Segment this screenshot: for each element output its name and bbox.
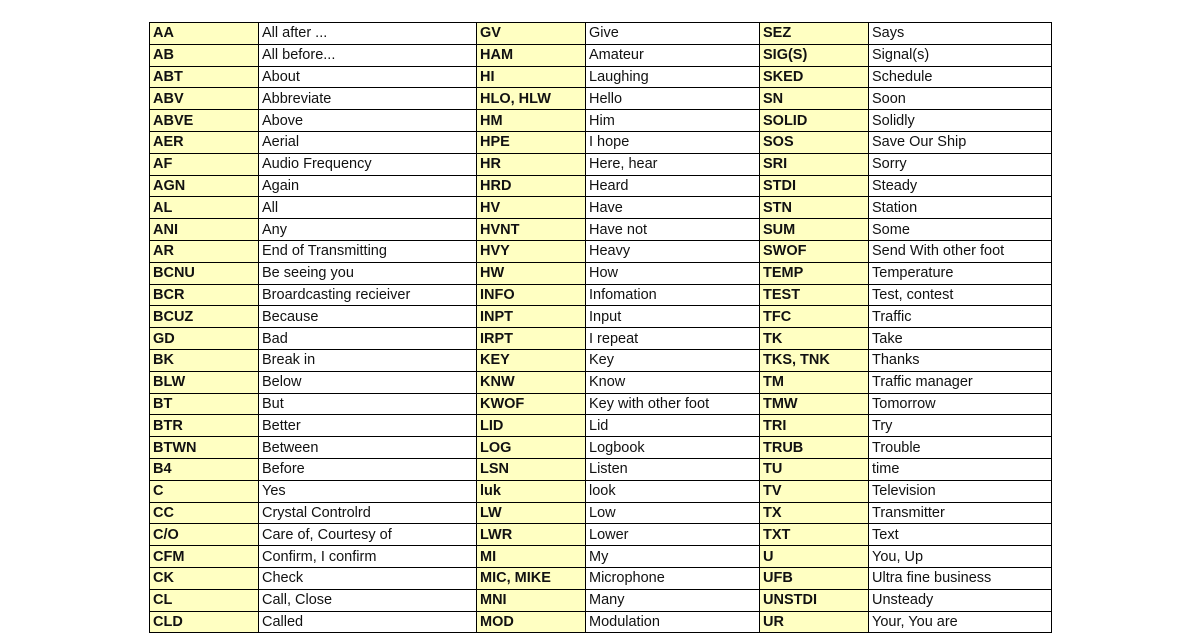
abbreviation-cell: BCNU bbox=[150, 262, 259, 284]
abbreviation-cell: AR bbox=[150, 240, 259, 262]
meaning-cell: Yes bbox=[259, 480, 477, 502]
abbreviation-cell: SEZ bbox=[760, 23, 869, 45]
meaning-cell: Hello bbox=[586, 88, 760, 110]
abbreviation-cell: C/O bbox=[150, 524, 259, 546]
abbreviation-cell: CFM bbox=[150, 546, 259, 568]
table-row bbox=[150, 240, 1052, 262]
meaning-cell: Because bbox=[259, 306, 477, 328]
abbreviation-cell: AL bbox=[150, 197, 259, 219]
abbreviation-cell: SKED bbox=[760, 66, 869, 88]
table-row bbox=[150, 44, 1052, 66]
meaning-cell: time bbox=[869, 458, 1052, 480]
abbreviation-cell: UR bbox=[760, 611, 869, 633]
table-row bbox=[150, 175, 1052, 197]
table-row bbox=[150, 110, 1052, 132]
meaning-cell: Try bbox=[869, 415, 1052, 437]
table-row bbox=[150, 88, 1052, 110]
meaning-cell: Television bbox=[869, 480, 1052, 502]
meaning-cell: Thanks bbox=[869, 349, 1052, 371]
abbreviation-cell: CK bbox=[150, 567, 259, 589]
meaning-cell: Traffic bbox=[869, 306, 1052, 328]
abbreviation-cell: HVY bbox=[477, 240, 586, 262]
abbreviation-cell: MI bbox=[477, 546, 586, 568]
abbreviation-cell: TFC bbox=[760, 306, 869, 328]
abbreviation-cell: TKS, TNK bbox=[760, 349, 869, 371]
meaning-cell: All before... bbox=[259, 44, 477, 66]
table-row bbox=[150, 197, 1052, 219]
abbreviation-cell: HV bbox=[477, 197, 586, 219]
meaning-cell: Transmitter bbox=[869, 502, 1052, 524]
abbreviation-cell: HAM bbox=[477, 44, 586, 66]
abbreviation-cell: HM bbox=[477, 110, 586, 132]
abbreviation-cell: BK bbox=[150, 349, 259, 371]
abbreviation-cell: LSN bbox=[477, 458, 586, 480]
meaning-cell: Solidly bbox=[869, 110, 1052, 132]
meaning-cell: Signal(s) bbox=[869, 44, 1052, 66]
abbreviation-cell: TM bbox=[760, 371, 869, 393]
meaning-cell: Logbook bbox=[586, 437, 760, 459]
abbreviation-cell: STN bbox=[760, 197, 869, 219]
meaning-cell: Listen bbox=[586, 458, 760, 480]
meaning-cell: Temperature bbox=[869, 262, 1052, 284]
meaning-cell: Input bbox=[586, 306, 760, 328]
table-row bbox=[150, 284, 1052, 306]
table-row bbox=[150, 306, 1052, 328]
table-row bbox=[150, 567, 1052, 589]
meaning-cell: Confirm, I confirm bbox=[259, 546, 477, 568]
meaning-cell: I hope bbox=[586, 131, 760, 153]
abbreviation-cell: AB bbox=[150, 44, 259, 66]
meaning-cell: Microphone bbox=[586, 567, 760, 589]
abbreviation-cell: SOS bbox=[760, 131, 869, 153]
abbreviation-cell: LW bbox=[477, 502, 586, 524]
meaning-cell: End of Transmitting bbox=[259, 240, 477, 262]
abbreviation-cell: ANI bbox=[150, 219, 259, 241]
meaning-cell: Amateur bbox=[586, 44, 760, 66]
abbreviation-cell: CLD bbox=[150, 611, 259, 633]
abbreviation-cell: LOG bbox=[477, 437, 586, 459]
abbreviation-cell: SOLID bbox=[760, 110, 869, 132]
meaning-cell: Take bbox=[869, 328, 1052, 350]
abbreviation-cell: LID bbox=[477, 415, 586, 437]
abbreviation-cell: TV bbox=[760, 480, 869, 502]
abbreviation-cell: HPE bbox=[477, 131, 586, 153]
abbreviation-cell: TMW bbox=[760, 393, 869, 415]
abbreviation-cell: UNSTDI bbox=[760, 589, 869, 611]
abbreviation-cell: B4 bbox=[150, 458, 259, 480]
abbreviation-cell: TK bbox=[760, 328, 869, 350]
meaning-cell: Care of, Courtesy of bbox=[259, 524, 477, 546]
meaning-cell: Any bbox=[259, 219, 477, 241]
abbreviation-cell: TX bbox=[760, 502, 869, 524]
abbreviation-cell: LWR bbox=[477, 524, 586, 546]
meaning-cell: Your, You are bbox=[869, 611, 1052, 633]
abbreviation-cell: SN bbox=[760, 88, 869, 110]
meaning-cell: Before bbox=[259, 458, 477, 480]
meaning-cell: Between bbox=[259, 437, 477, 459]
table-row bbox=[150, 153, 1052, 175]
abbreviation-cell: AA bbox=[150, 23, 259, 45]
abbreviation-cell: SRI bbox=[760, 153, 869, 175]
meaning-cell: Bad bbox=[259, 328, 477, 350]
meaning-cell: Call, Close bbox=[259, 589, 477, 611]
meaning-cell: All bbox=[259, 197, 477, 219]
meaning-cell: Lid bbox=[586, 415, 760, 437]
meaning-cell: Broardcasting recieiver bbox=[259, 284, 477, 306]
table-row bbox=[150, 219, 1052, 241]
abbreviation-cell: BCUZ bbox=[150, 306, 259, 328]
meaning-cell: Have not bbox=[586, 219, 760, 241]
meaning-cell: Low bbox=[586, 502, 760, 524]
abbreviation-cell: TRI bbox=[760, 415, 869, 437]
meaning-cell: I repeat bbox=[586, 328, 760, 350]
abbreviation-cell: SWOF bbox=[760, 240, 869, 262]
meaning-cell: Audio Frequency bbox=[259, 153, 477, 175]
abbreviation-table bbox=[149, 22, 1052, 633]
meaning-cell: Lower bbox=[586, 524, 760, 546]
meaning-cell: Check bbox=[259, 567, 477, 589]
meaning-cell: Sorry bbox=[869, 153, 1052, 175]
abbreviation-cell: SIG(S) bbox=[760, 44, 869, 66]
abbreviation-cell: luk bbox=[477, 480, 586, 502]
table-row bbox=[150, 23, 1052, 45]
abbreviation-cell: TEST bbox=[760, 284, 869, 306]
meaning-cell: Called bbox=[259, 611, 477, 633]
abbreviation-cell: TEMP bbox=[760, 262, 869, 284]
abbreviation-cell: KNW bbox=[477, 371, 586, 393]
meaning-cell: Him bbox=[586, 110, 760, 132]
table-row bbox=[150, 524, 1052, 546]
abbreviation-cell: GV bbox=[477, 23, 586, 45]
table-row bbox=[150, 349, 1052, 371]
meaning-cell: Modulation bbox=[586, 611, 760, 633]
meaning-cell: Key bbox=[586, 349, 760, 371]
meaning-cell: Schedule bbox=[869, 66, 1052, 88]
abbreviation-cell: BLW bbox=[150, 371, 259, 393]
abbreviation-cell: TU bbox=[760, 458, 869, 480]
abbreviation-cell: HI bbox=[477, 66, 586, 88]
meaning-cell: Crystal Controlrd bbox=[259, 502, 477, 524]
abbreviation-cell: ABT bbox=[150, 66, 259, 88]
abbreviation-cell: BT bbox=[150, 393, 259, 415]
table-row bbox=[150, 66, 1052, 88]
abbreviation-cell: CL bbox=[150, 589, 259, 611]
meaning-cell: Many bbox=[586, 589, 760, 611]
abbreviation-cell: CC bbox=[150, 502, 259, 524]
abbreviation-cell: HW bbox=[477, 262, 586, 284]
meaning-cell: Key with other foot bbox=[586, 393, 760, 415]
meaning-cell: Again bbox=[259, 175, 477, 197]
abbreviation-cell: SUM bbox=[760, 219, 869, 241]
abbreviation-cell: BCR bbox=[150, 284, 259, 306]
meaning-cell: My bbox=[586, 546, 760, 568]
meaning-cell: Ultra fine business bbox=[869, 567, 1052, 589]
meaning-cell: Text bbox=[869, 524, 1052, 546]
abbreviation-cell: AER bbox=[150, 131, 259, 153]
meaning-cell: All after ... bbox=[259, 23, 477, 45]
abbreviation-cell: MIC, MIKE bbox=[477, 567, 586, 589]
table-row bbox=[150, 415, 1052, 437]
meaning-cell: Trouble bbox=[869, 437, 1052, 459]
table-row bbox=[150, 131, 1052, 153]
table-row bbox=[150, 262, 1052, 284]
meaning-cell: Test, contest bbox=[869, 284, 1052, 306]
abbreviation-cell: INPT bbox=[477, 306, 586, 328]
table-row bbox=[150, 546, 1052, 568]
abbreviation-cell: UFB bbox=[760, 567, 869, 589]
table-row bbox=[150, 589, 1052, 611]
abbreviation-cell: TRUB bbox=[760, 437, 869, 459]
meaning-cell: Know bbox=[586, 371, 760, 393]
abbreviation-cell: KWOF bbox=[477, 393, 586, 415]
meaning-cell: Laughing bbox=[586, 66, 760, 88]
meaning-cell: Tomorrow bbox=[869, 393, 1052, 415]
abbreviation-cell: ABVE bbox=[150, 110, 259, 132]
meaning-cell: Heard bbox=[586, 175, 760, 197]
abbreviation-cell: C bbox=[150, 480, 259, 502]
meaning-cell: Aerial bbox=[259, 131, 477, 153]
abbreviation-cell: U bbox=[760, 546, 869, 568]
meaning-cell: Save Our Ship bbox=[869, 131, 1052, 153]
table-row bbox=[150, 437, 1052, 459]
meaning-cell: Above bbox=[259, 110, 477, 132]
abbreviation-cell: MOD bbox=[477, 611, 586, 633]
meaning-cell: Below bbox=[259, 371, 477, 393]
meaning-cell: Station bbox=[869, 197, 1052, 219]
meaning-cell: Send With other foot bbox=[869, 240, 1052, 262]
table-row bbox=[150, 502, 1052, 524]
table-row bbox=[150, 371, 1052, 393]
meaning-cell: Traffic manager bbox=[869, 371, 1052, 393]
abbreviation-cell: KEY bbox=[477, 349, 586, 371]
meaning-cell: But bbox=[259, 393, 477, 415]
meaning-cell: Unsteady bbox=[869, 589, 1052, 611]
abbreviation-cell: IRPT bbox=[477, 328, 586, 350]
abbreviation-cell: HLO, HLW bbox=[477, 88, 586, 110]
table-row bbox=[150, 458, 1052, 480]
meaning-cell: Have bbox=[586, 197, 760, 219]
table-row bbox=[150, 393, 1052, 415]
abbreviation-cell: STDI bbox=[760, 175, 869, 197]
meaning-cell: look bbox=[586, 480, 760, 502]
meaning-cell: Better bbox=[259, 415, 477, 437]
meaning-cell: About bbox=[259, 66, 477, 88]
meaning-cell: Give bbox=[586, 23, 760, 45]
meaning-cell: Says bbox=[869, 23, 1052, 45]
meaning-cell: Infomation bbox=[586, 284, 760, 306]
meaning-cell: How bbox=[586, 262, 760, 284]
abbreviation-cell: AGN bbox=[150, 175, 259, 197]
abbreviation-cell: BTWN bbox=[150, 437, 259, 459]
abbreviation-cell: GD bbox=[150, 328, 259, 350]
meaning-cell: Here, hear bbox=[586, 153, 760, 175]
abbreviation-table-body bbox=[150, 23, 1052, 633]
meaning-cell: Some bbox=[869, 219, 1052, 241]
abbreviation-cell: BTR bbox=[150, 415, 259, 437]
abbreviation-cell: HVNT bbox=[477, 219, 586, 241]
abbreviation-cell: ABV bbox=[150, 88, 259, 110]
table-row bbox=[150, 480, 1052, 502]
meaning-cell: You, Up bbox=[869, 546, 1052, 568]
abbreviation-cell: HRD bbox=[477, 175, 586, 197]
meaning-cell: Abbreviate bbox=[259, 88, 477, 110]
abbreviation-cell: HR bbox=[477, 153, 586, 175]
abbreviation-cell: INFO bbox=[477, 284, 586, 306]
meaning-cell: Break in bbox=[259, 349, 477, 371]
abbreviation-cell: TXT bbox=[760, 524, 869, 546]
meaning-cell: Be seeing you bbox=[259, 262, 477, 284]
meaning-cell: Heavy bbox=[586, 240, 760, 262]
abbreviation-cell: AF bbox=[150, 153, 259, 175]
meaning-cell: Soon bbox=[869, 88, 1052, 110]
meaning-cell: Steady bbox=[869, 175, 1052, 197]
table-row bbox=[150, 328, 1052, 350]
abbreviation-cell: MNI bbox=[477, 589, 586, 611]
